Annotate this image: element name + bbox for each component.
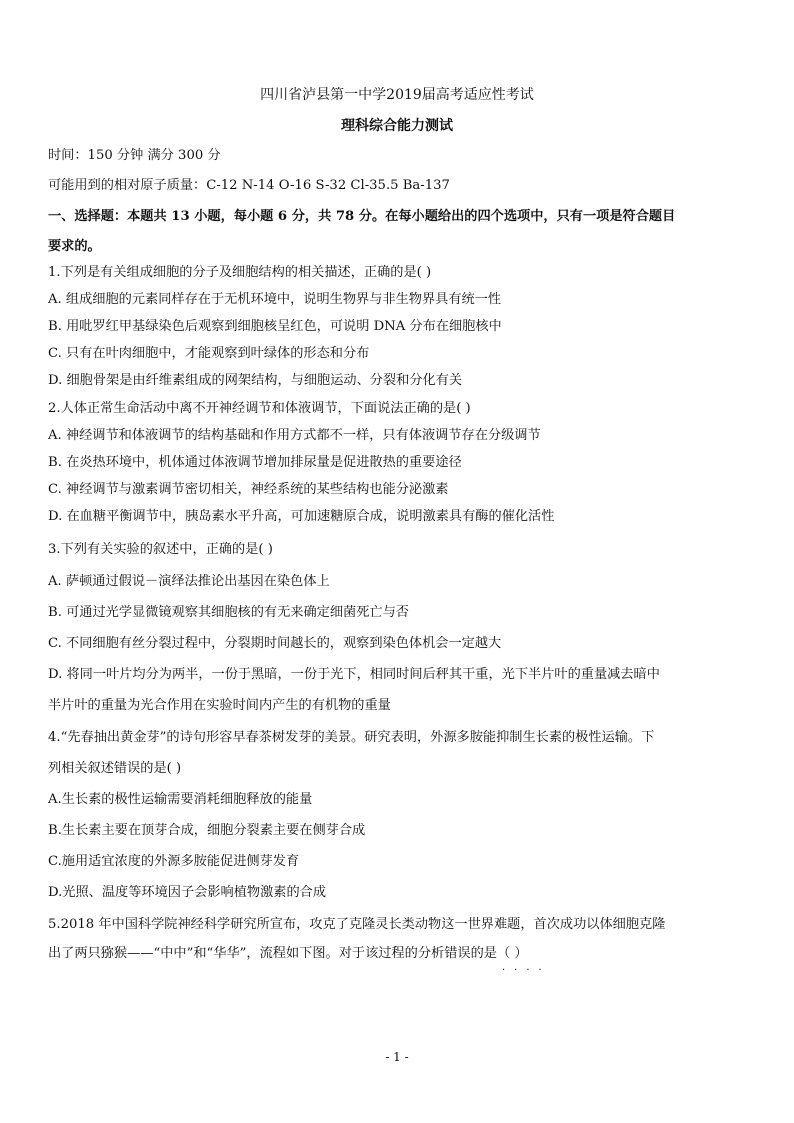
q5-stem-line1: 5.2018 年中国科学院神经科学研究所宣布，攻克了克隆灵长类动物这一世界难题，首次成功以体细胞克隆 [48, 917, 666, 932]
emphasis-dots: ···· [502, 965, 551, 976]
q2-option-c: C. 神经调节与激素调节密切相关，神经系统的某些结构也能分泌激素 [48, 482, 449, 497]
q3-option-b: B. 可通过光学显微镜观察其细胞核的有无来确定细菌死亡与否 [48, 605, 409, 620]
q1-option-b: B. 用吡罗红甲基绿染色后观察到细胞核呈红色，可说明 DNA 分布在细胞核中 [48, 319, 502, 334]
q2-stem: 2.人体正常生命活动中离不开神经调节和体液调节，下面说法正确的是( ) [48, 401, 471, 416]
q3-option-a: A. 萨顿通过假说－演绎法推论出基因在染色体上 [48, 574, 330, 589]
q2-option-a: A. 神经调节和体液调节的结构基础和作用方式都不一样，只有体液调节存在分级调节 [48, 428, 541, 443]
q1-stem: 1.下列是有关组成细胞的分子及细胞结构的相关描述，正确的是( ) [48, 265, 432, 280]
q1-option-a: A. 组成细胞的元素同样存在于无机环境中，说明生物界与非生物界具有统一性 [48, 292, 502, 307]
q4-option-b: B.生长素主要在顶芽合成，细胞分裂素主要在侧芽合成 [48, 823, 366, 838]
school-title: 四川省泸县第一中学2019届高考适应性考试 [260, 87, 534, 103]
subject-title: 理科综合能力测试 [341, 118, 453, 134]
q2-option-b: B. 在炎热环境中，机体通过体液调节增加排尿量是促进散热的重要途径 [48, 455, 462, 470]
q5-stem-line2: 出了两只猕猴——“中中”和“华华”，流程如下图。对于该过程的分析错误的是（ ） [48, 946, 528, 961]
time-info: 时间：150 分钟 满分 300 分 [48, 148, 221, 163]
section-heading-line1: 一、选择题：本题共 13 小题，每小题 6 分，共 78 分。在每小题给出的四个选项中，只有一项是符合题目 [48, 209, 676, 224]
q3-option-d-line2: 半片叶的重量为光合作用在实验时间内产生的有机物的重量 [48, 698, 391, 713]
q4-option-d: D.光照、温度等环境因子会影响植物激素的合成 [48, 885, 327, 900]
section-heading-line2: 要求的。 [48, 239, 101, 254]
q4-option-c: C.施用适宜浓度的外源多胺能促进侧芽发育 [48, 854, 300, 869]
q3-stem: 3.下列有关实验的叙述中，正确的是( ) [48, 542, 273, 557]
q4-stem-line2: 列相关叙述错误的是( ) [48, 761, 182, 776]
q4-option-a: A.生长素的极性运输需要消耗细胞释放的能量 [48, 792, 313, 807]
q3-option-d-line1: D. 将同一叶片均分为两半，一份于黑暗，一份于光下，相同时间后秤其干重，光下半片叶的重量减去暗中 [48, 667, 660, 682]
q1-option-c: C. 只有在叶肉细胞中，才能观察到叶绿体的形态和分布 [48, 346, 370, 361]
page-number: - 1 - [385, 1050, 409, 1064]
q4-stem-line1: 4.“先春抽出黄金芽”的诗句形容早春茶树发芽的美景。研究表明，外源多胺能抑制生长素的极性运输。下 [48, 730, 655, 745]
q2-option-d: D. 在血糖平衡调节中，胰岛素水平升高，可加速糖原合成，说明激素具有酶的催化活性 [48, 509, 555, 524]
q3-option-c: C. 不同细胞有丝分裂过程中，分裂期时间越长的，观察到染色体机会一定越大 [48, 636, 502, 651]
q1-option-d: D. 细胞骨架是由纤维素组成的网架结构，与细胞运动、分裂和分化有关 [48, 373, 463, 388]
atomic-masses: 可能用到的相对原子质量：C-12 N-14 O-16 S-32 Cl-35.5 Ba-137 [48, 178, 450, 193]
